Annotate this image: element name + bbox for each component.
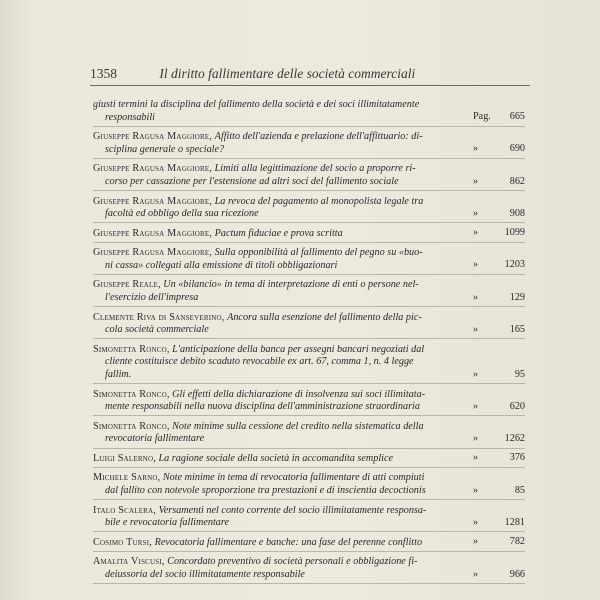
- entry-author: Simonetta Ronco,: [93, 343, 170, 355]
- entry-line: [93, 356, 465, 369]
- entry-title-text: La ragione sociale della società in accomandita semplice: [158, 452, 394, 464]
- entry-page-number: 1099: [504, 227, 525, 239]
- index-entry: [93, 247, 525, 275]
- index-entry: [93, 131, 525, 159]
- running-head: [90, 66, 530, 86]
- page-marker: »: [473, 323, 479, 335]
- entry-title-text: fallim.: [105, 368, 132, 380]
- entry-page-number: 129: [509, 291, 525, 303]
- entry-title-text: ni cassa» collegati alla emissione di titoli obbligazionari: [105, 259, 338, 271]
- entry-line: [93, 144, 465, 157]
- entry-title-text: dal fallito con notevole sproporzione tra prestazioni e di inscientia decoctionis: [105, 485, 426, 497]
- entry-page-number: 862: [509, 175, 525, 187]
- page-marker: »: [473, 536, 479, 548]
- index-entry: [93, 344, 525, 384]
- entry-line: [93, 312, 465, 325]
- page-marker: »: [473, 516, 479, 528]
- entry-line: [93, 517, 465, 530]
- index-entry: [93, 453, 525, 468]
- entry-page-ref: [469, 292, 525, 305]
- entry-page-ref: [469, 517, 525, 530]
- entry-page-ref: [469, 485, 525, 498]
- index-entry: [93, 228, 525, 243]
- entry-line: [93, 260, 465, 273]
- running-title: Il diritto fallimentare delle società commerciali: [159, 66, 416, 81]
- entry-page-number: 908: [509, 207, 525, 219]
- entry-page-number: 782: [509, 536, 525, 548]
- entry-author: Giuseppe Ragusa Maggiore,: [93, 227, 213, 239]
- entry-line: [93, 208, 465, 221]
- page-marker: »: [473, 227, 479, 239]
- page-marker: »: [473, 368, 479, 380]
- index-entry: [93, 472, 525, 500]
- entry-title-text: giusti termini la disciplina del fallimento della società e dei soci illimitatamente: [93, 99, 420, 110]
- entry-line: [93, 433, 465, 446]
- entry-title-text: corso per cassazione per l'estensione ad altri soci del fallimento sociale: [105, 175, 399, 187]
- index-entry: [93, 421, 525, 449]
- entry-page-ref: [469, 401, 525, 414]
- entry-line: [93, 131, 465, 144]
- entry-line: [93, 472, 465, 485]
- entry-page-ref: [469, 208, 525, 221]
- entry-line: [93, 505, 465, 518]
- entry-author: Amalita Viscusi,: [93, 556, 165, 568]
- entry-line: [93, 453, 465, 466]
- entry-page-ref: [469, 536, 525, 549]
- index-entry: [93, 99, 525, 127]
- entry-line: [93, 99, 465, 112]
- entry-title-text: Concordato preventivo di società personali e obbligazione fi-: [167, 556, 418, 568]
- entry-title-text: mente responsabili nella nuova disciplina dell'amministrazione straordinaria: [105, 401, 420, 413]
- entry-author: Cosimo Tursi,: [93, 536, 153, 548]
- entry-title-text: Pactum fiduciae e prova scritta: [214, 227, 343, 239]
- entry-author: Giuseppe Ragusa Maggiore,: [93, 163, 213, 175]
- entry-title-text: La revoca del pagamento al monopolista legale tra: [214, 195, 424, 207]
- entry-page-ref: [469, 569, 525, 582]
- entry-line: [93, 163, 465, 176]
- entry-page-number: 665: [509, 111, 525, 123]
- entry-page-number: 376: [509, 452, 525, 464]
- entry-line: [93, 485, 465, 498]
- entry-title-text: cola società commerciale: [105, 324, 209, 336]
- index-entry: [93, 556, 525, 584]
- entry-line: [93, 228, 465, 241]
- entry-line: [93, 537, 465, 550]
- index-entry: [93, 537, 525, 552]
- entry-page-number: 620: [509, 400, 525, 412]
- entry-title-text: Versamenti nel conto corrente del socio illimitatamente responsa-: [158, 504, 427, 516]
- entry-title-text: l'esercizio dell'impresa: [105, 292, 199, 304]
- page-marker: »: [473, 452, 479, 464]
- entry-line: [93, 324, 465, 337]
- entry-line: [93, 112, 465, 125]
- page-marker: »: [473, 207, 479, 219]
- page-marker: »: [473, 432, 479, 444]
- entry-title-text: Revocatoria fallimentare e banche: una fase del perenne conflitto: [154, 536, 423, 548]
- index-entries: [93, 99, 525, 589]
- entry-title-text: Note minime sulla cessione del credito nella sistematica della: [172, 420, 424, 432]
- index-entry: [93, 312, 525, 340]
- entry-author: Giuseppe Ragusa Maggiore,: [93, 131, 213, 143]
- entry-page-number: 966: [509, 568, 525, 580]
- page-marker: »: [473, 568, 479, 580]
- entry-page-number: 165: [509, 323, 525, 335]
- entry-line: [93, 569, 465, 582]
- entry-author: Clemente Riva di Sanseverino,: [93, 311, 225, 323]
- page-marker: Pag.: [473, 111, 491, 123]
- entry-page-number: 85: [514, 484, 525, 496]
- page-marker: »: [473, 175, 479, 187]
- entry-page-ref: [469, 259, 525, 272]
- entry-page-ref: [469, 324, 525, 337]
- entry-line: [93, 421, 465, 434]
- index-entry: [93, 279, 525, 307]
- entry-line: [93, 556, 465, 569]
- entry-page-ref: [469, 369, 525, 382]
- index-entry: [93, 389, 525, 417]
- entry-page-ref: [469, 176, 525, 189]
- entry-line: [93, 344, 465, 357]
- entry-title-text: deiussoria del socio illimitatamente responsabile: [105, 568, 305, 580]
- entry-title-text: Ancora sulla esenzione del fallimento della pic-: [227, 311, 422, 323]
- entry-author: Giuseppe Ragusa Maggiore,: [93, 247, 213, 259]
- entry-page-ref: [469, 227, 525, 240]
- entry-author: Simonetta Ronco,: [93, 388, 170, 400]
- entry-title-text: Gli effetti della dichiarazione di insolvenza sui soci illimitata-: [172, 388, 426, 400]
- entry-author: Giuseppe Ragusa Maggiore,: [93, 195, 213, 207]
- entry-line: [93, 389, 465, 402]
- entry-line: [93, 292, 465, 305]
- entry-page-ref: [469, 143, 525, 156]
- entry-title-text: responsabili: [105, 111, 155, 123]
- entry-title-text: bile e revocatoria fallimentare: [105, 517, 230, 529]
- entry-title-text: cliente costituisce debito scaduto revocabile ex art. 67, comma 1, n. 4 legge: [105, 356, 414, 368]
- entry-title-text: L'anticipazione della banca per assegni bancari negoziati dal: [172, 343, 425, 355]
- entry-title-text: Limiti alla legittimazione del socio a proporre ri-: [214, 163, 416, 175]
- entry-page-number: 690: [509, 143, 525, 155]
- entry-title-text: Sulla opponibilità al fallimento del pegno su «buo-: [214, 247, 423, 259]
- entry-line: [93, 196, 465, 209]
- entry-title-text: facoltà ed obbligo della sua ricezione: [105, 208, 259, 220]
- entry-line: [93, 279, 465, 292]
- page-marker: »: [473, 400, 479, 412]
- index-entry: [93, 163, 525, 191]
- entry-page-number: 95: [514, 368, 525, 380]
- entry-line: [93, 401, 465, 414]
- entry-page-ref: [469, 433, 525, 446]
- entry-title-text: Un «bilancio» in tema di interpretazione di enti o persone nel-: [163, 279, 419, 291]
- entry-title-text: revocatoria fallimentare: [105, 433, 205, 445]
- page-marker: »: [473, 291, 479, 303]
- entry-page-number: 1281: [504, 516, 525, 528]
- page-marker: »: [473, 259, 479, 271]
- page-marker: »: [473, 143, 479, 155]
- entry-page-ref: [469, 452, 525, 465]
- entry-author: Luigi Salerno,: [93, 452, 156, 464]
- entry-line: [93, 369, 465, 382]
- entry-author: Giuseppe Reale,: [93, 279, 161, 291]
- entry-line: [93, 176, 465, 189]
- entry-title-text: Affitto dell'azienda e prelazione dell'affittuario: di-: [214, 131, 423, 143]
- entry-page-ref: [469, 111, 525, 124]
- entry-page-number: 1203: [504, 259, 525, 271]
- entry-line: [93, 247, 465, 260]
- page-number: 1358: [90, 66, 117, 81]
- entry-author: Italo Scalera,: [93, 504, 157, 516]
- entry-author: Simonetta Ronco,: [93, 420, 170, 432]
- entry-author: Michele Sarno,: [93, 472, 161, 484]
- entry-title-text: Note minime in tema di revocatoria fallimentare di atti compiuti: [162, 472, 425, 484]
- index-entry: [93, 505, 525, 533]
- entry-title-text: sciplina generale o speciale?: [105, 143, 225, 155]
- index-entry: [93, 196, 525, 224]
- entry-page-number: 1262: [504, 432, 525, 444]
- page-marker: »: [473, 484, 479, 496]
